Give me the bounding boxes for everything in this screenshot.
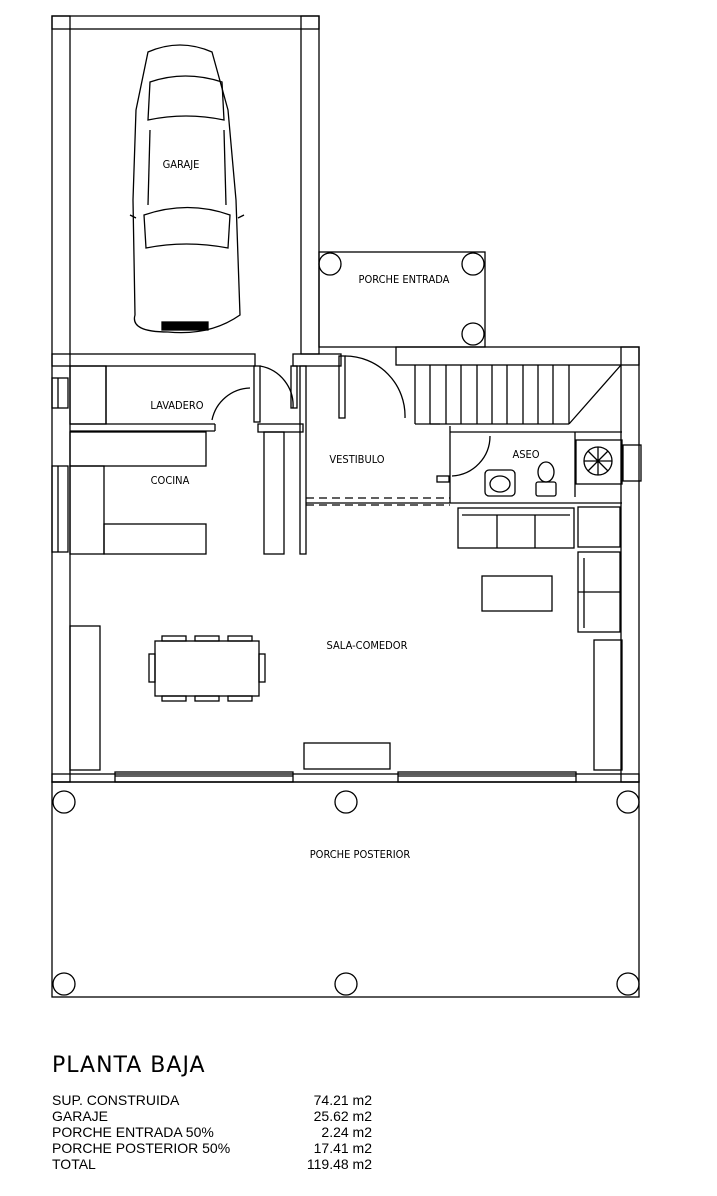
area-row xyxy=(52,1140,372,1156)
area-value: 25.62 m2 xyxy=(313,1108,372,1124)
room-label-sala-comedor: SALA-COMEDOR xyxy=(326,639,408,652)
area-value: 119.48 m2 xyxy=(306,1156,372,1172)
room-label-cocina: COCINA xyxy=(150,474,190,487)
area-label: SUP. CONSTRUIDA xyxy=(52,1092,180,1108)
area-row xyxy=(52,1124,372,1140)
area-label: GARAJE xyxy=(52,1108,109,1124)
kitchen-furniture xyxy=(70,366,206,554)
area-row xyxy=(52,1092,372,1108)
area-label: PORCHE ENTRADA 50% xyxy=(52,1124,214,1140)
windows xyxy=(52,378,641,782)
plan-title: PLANTA BAJA xyxy=(52,1053,206,1078)
bathroom-fixtures xyxy=(485,440,622,496)
staircase xyxy=(415,365,621,424)
room-label-vestibulo: VESTIBULO xyxy=(329,453,385,466)
area-row xyxy=(52,1108,372,1124)
room-label-garaje: GARAJE xyxy=(162,158,200,171)
area-value: 17.41 m2 xyxy=(313,1140,372,1156)
room-label-porche-entrada: PORCHE ENTRADA xyxy=(358,273,450,286)
room-label-porche-posterior: PORCHE POSTERIOR xyxy=(309,848,411,861)
room-label-lavadero: LAVADERO xyxy=(150,399,204,412)
car-icon xyxy=(130,45,244,333)
area-label: TOTAL xyxy=(52,1156,96,1172)
area-value: 74.21 m2 xyxy=(313,1092,372,1108)
area-row xyxy=(52,1156,372,1172)
room-label-aseo: ASEO xyxy=(512,448,540,461)
area-value: 2.24 m2 xyxy=(321,1124,372,1140)
area-table xyxy=(52,1092,372,1172)
area-label: PORCHE POSTERIOR 50% xyxy=(52,1140,231,1156)
